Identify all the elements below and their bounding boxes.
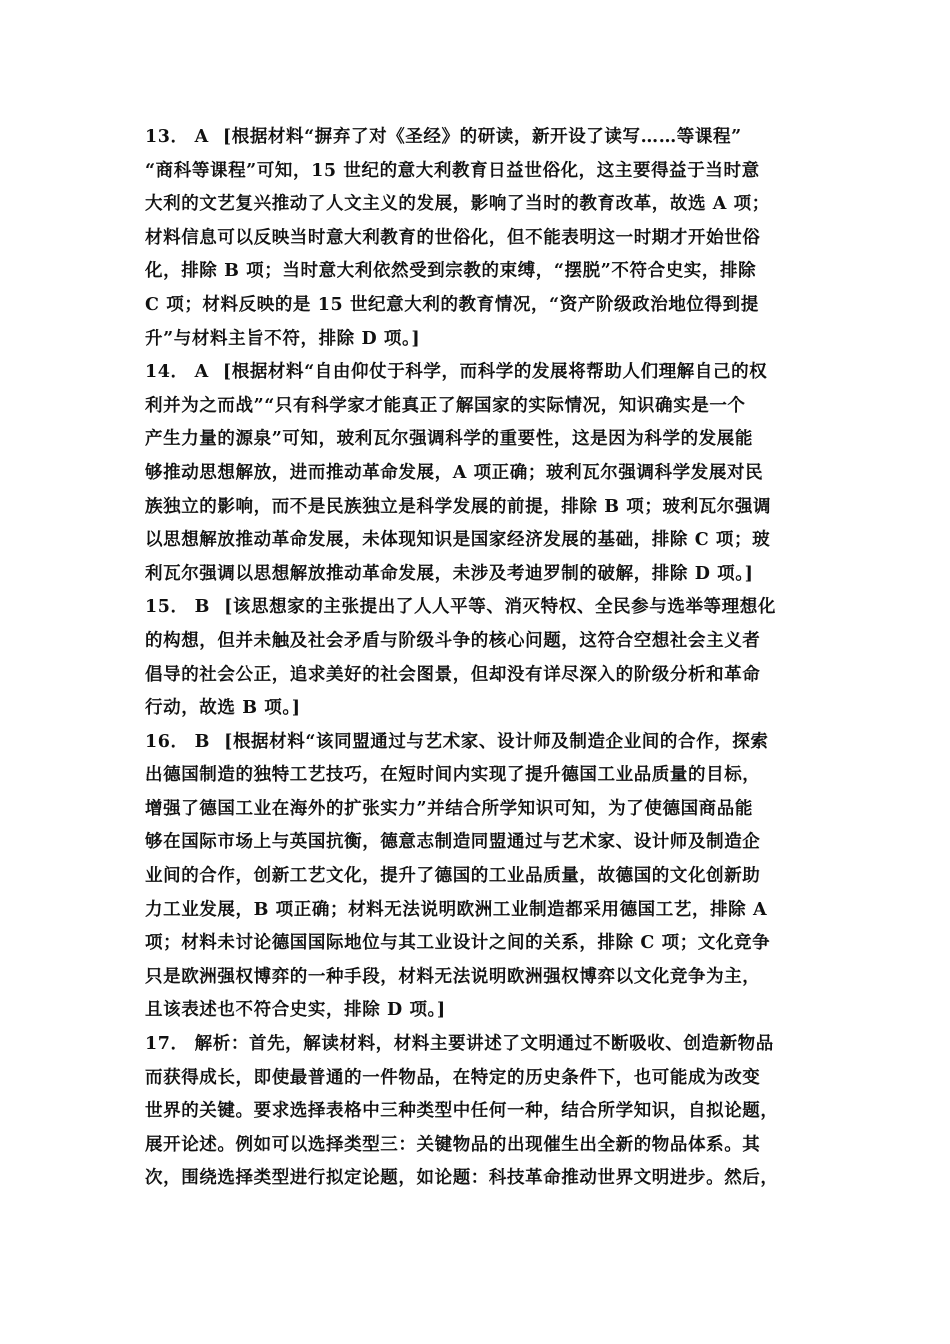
text-line: “商科等课程”可知，15 世纪的意大利教育日益世俗化，这主要得益于当时意 — [145, 160, 760, 181]
text-line-content: [根据材料“该同盟通过与艺术家、设计师及制造企业间的合作，探索 — [224, 731, 769, 752]
text-line — [145, 121, 807, 155]
text-line: 利并为之而战”“只有科学家才能真正了解国家的实际情况，知识确实是一个 — [145, 395, 746, 416]
question-number: 16． — [145, 731, 189, 752]
text-line — [145, 591, 807, 625]
text-line: 行动，故选 B 项。] — [145, 698, 301, 719]
answer-item-15 — [145, 591, 807, 725]
answer-letter: B — [194, 731, 211, 752]
text-line: 增强了德国工业在海外的扩张实力”并结合所学知识可知，为了使德国商品能 — [145, 798, 753, 819]
text-line — [145, 356, 807, 390]
text-line: 业间的合作，创新工艺文化，提升了德国的工业品质量，故德国的文化创新助 — [145, 866, 761, 887]
answer-letter: B — [194, 597, 211, 618]
text-line: 只是欧洲强权博弈的一种手段，材料无法说明欧洲强权博弈以文化竞争为主， — [145, 966, 761, 987]
analysis-label: 解析： — [194, 1034, 249, 1055]
text-line-content: 首先，解读材料，材料主要讲述了文明通过不断吸收、创造新物品 — [248, 1034, 774, 1055]
text-line: 升”与材料主旨不符，排除 D 项。] — [145, 328, 421, 349]
question-number: 17． — [145, 1034, 189, 1055]
text-line: 世界的关键。要求选择表格中三种类型中任何一种，结合所学知识，自拟论题， — [145, 1101, 779, 1122]
text-line-content: [根据材料“自由仰仗于科学，而科学的发展将帮助人们理解自己的权 — [222, 362, 768, 383]
answer-item-13 — [145, 121, 807, 356]
text-line: 展开论述。例如可以选择类型三：关键物品的出现催生出全新的物品体系。其 — [145, 1134, 761, 1155]
text-line — [145, 1028, 807, 1062]
text-line: 以思想解放推动革命发展，未体现知识是国家经济发展的基础，排除 C 项；玻 — [145, 530, 771, 551]
text-line: 族独立的影响，而不是民族独立是科学发展的前提，排除 B 项；玻利瓦尔强调 — [145, 496, 772, 517]
answer-item-17 — [145, 1028, 807, 1196]
text-line: 材料信息可以反映当时意大利教育的世俗化，但不能表明这一时期才开始世俗 — [145, 227, 761, 248]
text-line: 而获得成长，即使最普通的一件物品，在特定的历史条件下，也可能成为改变 — [145, 1067, 761, 1088]
text-line: 且该表述也不符合史实，排除 D 项。] — [145, 1000, 446, 1021]
text-line: 产生力量的源泉”可知，玻利瓦尔强调科学的重要性，这是因为科学的发展能 — [145, 429, 753, 450]
text-line: 够推动思想解放，进而推动革命发展，A 项正确；玻利瓦尔强调科学发展对民 — [145, 462, 764, 483]
text-line: 项；材料未讨论德国国际地位与其工业设计之间的关系，排除 C 项；文化竞争 — [145, 933, 771, 954]
text-line: 利瓦尔强调以思想解放推动革命发展，未涉及考迪罗制的破解，排除 D 项。] — [145, 563, 754, 584]
text-line: 出德国制造的独特工艺技巧，在短时间内实现了提升德国工业品质量的目标， — [145, 765, 761, 786]
question-number: 14． — [145, 362, 189, 383]
text-line: 次，围绕选择类型进行拟定论题，如论题：科技革命推动世界文明进步。然后， — [145, 1168, 779, 1189]
text-line: C 项；材料反映的是 15 世纪意大利的教育情况，“资产阶级政治地位得到提 — [145, 294, 759, 315]
question-number: 15． — [145, 597, 189, 618]
text-line: 的构想，但并未触及社会矛盾与阶级斗争的核心问题，这符合空想社会主义者 — [145, 630, 761, 651]
text-line: 力工业发展，B 项正确；材料无法说明欧洲工业制造都采用德国工艺，排除 A — [145, 899, 768, 920]
answer-item-14 — [145, 356, 807, 591]
question-number: 13． — [145, 127, 189, 147]
answer-explanations — [145, 121, 807, 1196]
text-line: 大利的文艺复兴推动了人文主义的发展，影响了当时的教育改革，故选 A 项； — [145, 194, 770, 215]
text-line — [145, 726, 807, 760]
answer-letter: A — [194, 127, 209, 147]
text-line-content: [根据材料“摒弃了对《圣经》的研读，新开设了读写……等课程” — [222, 127, 742, 147]
answer-item-16 — [145, 726, 807, 1028]
text-line-content: [该思想家的主张提出了人人平等、消灭特权、全民参与选举等理想化 — [224, 597, 776, 618]
answer-letter: A — [194, 362, 209, 383]
text-line: 倡导的社会公正，追求美好的社会图景，但却没有详尽深入的阶级分析和革命 — [145, 664, 761, 685]
text-line: 化，排除 B 项；当时意大利依然受到宗教的束缚，“摆脱”不符合史实，排除 — [145, 261, 757, 282]
text-line: 够在国际市场上与英国抗衡，德意志制造同盟通过与艺术家、设计师及制造企 — [145, 832, 761, 853]
